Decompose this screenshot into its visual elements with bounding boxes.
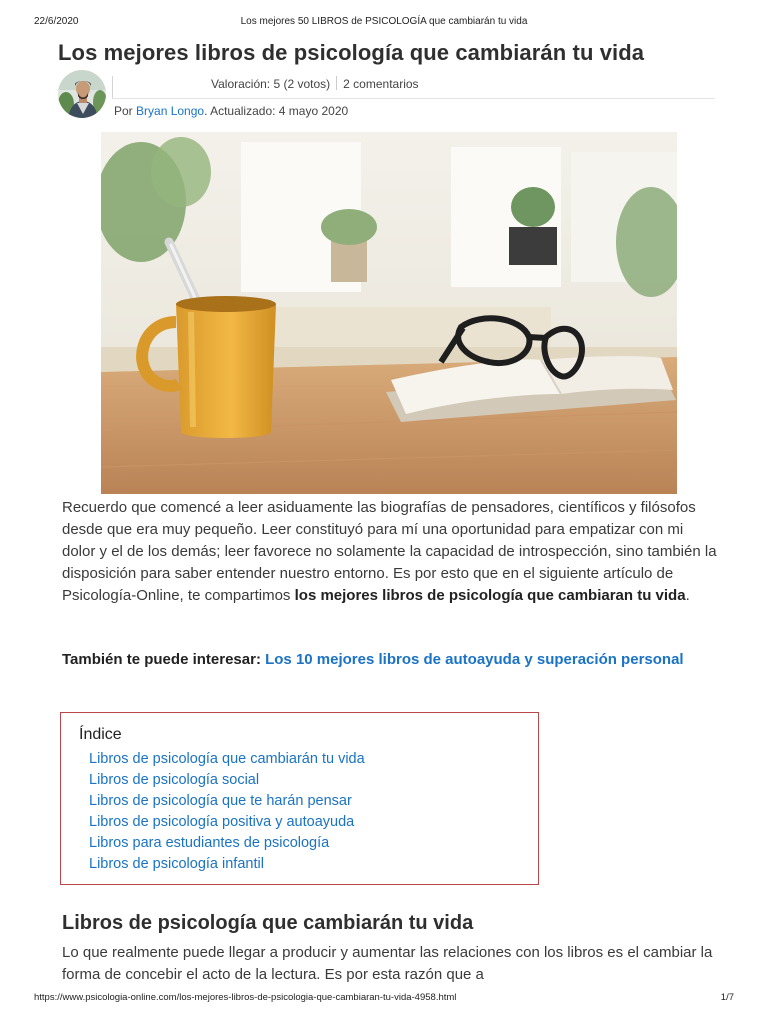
print-url: https://www.psicologia-online.com/los-mejores-libros-de-psicologia-que-cambiaran-tu-vida-4958.html — [34, 992, 457, 1003]
toc-item[interactable]: Libros de psicología que cambiarán tu vida — [89, 751, 365, 767]
print-date: 22/6/2020 — [34, 16, 79, 27]
rating-meta — [211, 76, 419, 91]
mug-glasses-book-icon — [101, 132, 677, 494]
toc-item[interactable]: Libros de psicología social — [89, 772, 260, 788]
toc-list — [89, 749, 365, 875]
toc-item[interactable]: Libros de psicología infantil — [89, 856, 264, 872]
intro-end: . — [685, 587, 690, 604]
table-of-contents — [60, 712, 539, 885]
print-page-title: Los mejores 50 LIBROS de PSICOLOGÍA que cambiarán tu vida — [240, 16, 528, 27]
intro-bold-text: los mejores libros de psicología que cambiaran tu vida — [294, 587, 686, 604]
rating-text: Valoración: 5 (2 votos) — [211, 77, 331, 91]
toc-item[interactable]: Libros de psicología positiva y autoayuda — [89, 814, 355, 830]
intro-text: Recuerdo que comencé a leer asiduamente las biografías de pensadores, científicos y filósofos desde que era muy pequeño. Leer constituyó para mí una oportunidad para empatizar con mi dolor y el de los demás; leer favorece no solamente la capacidad de introspección, sino también la disposición para saber entender nuestro entorno. Es por esto que en el siguiente artículo de Psicología-Online, te compartimos — [62, 499, 717, 604]
article-title: Los mejores libros de psicología que cambiarán tu vida — [58, 40, 645, 65]
byline-prefix: Por — [114, 104, 137, 118]
print-header — [34, 16, 734, 30]
byline — [114, 104, 348, 118]
avatar-photo-icon — [58, 70, 106, 118]
related-article — [62, 650, 718, 670]
related-article-link[interactable]: Los 10 mejores libros de autoayuda y superación personal — [265, 651, 684, 668]
toc-item[interactable]: Libros para estudiantes de psicología — [89, 835, 330, 851]
meta-line — [112, 76, 715, 99]
hero-image — [101, 132, 677, 494]
comments-link[interactable]: 2 comentarios — [343, 77, 419, 91]
print-footer — [34, 992, 734, 1006]
toc-item[interactable]: Libros de psicología que te harán pensar — [89, 793, 352, 809]
meta-separator — [336, 76, 337, 90]
section-title: Libros de psicología que cambiarán tu vida — [62, 912, 474, 934]
updated-date: . Actualizado: 4 mayo 2020 — [204, 104, 349, 118]
related-label: También te puede interesar: — [62, 651, 266, 668]
intro-paragraph — [62, 497, 718, 607]
author-link[interactable]: Bryan Longo — [136, 104, 205, 118]
section-paragraph: Lo que realmente puede llegar a producir y aumentar las relaciones con los libros es el cambiar la forma de concebir el acto de la lectura. Es por esta razón que a — [62, 944, 713, 983]
toc-title: Índice — [79, 726, 122, 743]
author-avatar[interactable] — [58, 70, 106, 118]
print-page-number: 1/7 — [720, 992, 734, 1003]
